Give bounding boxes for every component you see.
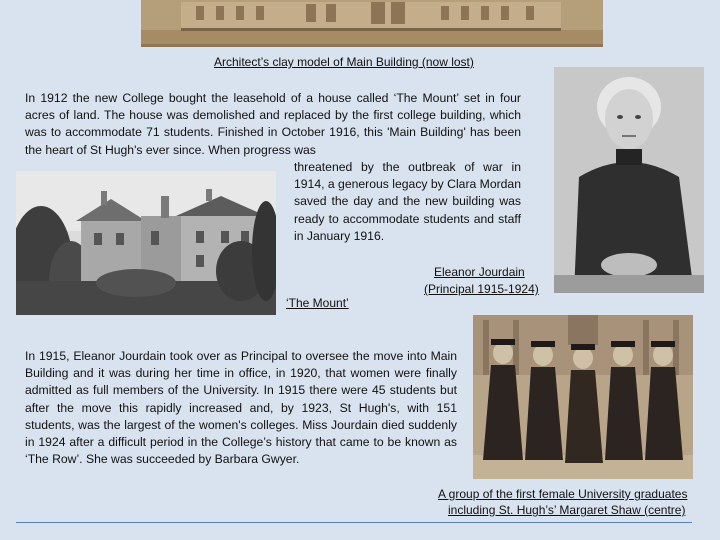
eleanor-jourdain-portrait: [554, 67, 704, 293]
bottom-divider: [16, 522, 692, 523]
intro-paragraph: In 1912 the new College bought the leasehold of a house called ‘The Mount’ set in four acres of land. The house was demolished and replaced by the first college building, which was to accommodate 71 students. Finished in October 1916, this 'Main Building' has been the heart of St Hugh's ever since. When progress was: [25, 91, 521, 157]
graduates-group-photo: [473, 315, 693, 479]
clay-model-caption: Architect’s clay model of Main Building (now lost): [214, 55, 474, 69]
the-mount-photo: [16, 171, 276, 315]
intro-paragraph-continued: threatened by the outbreak of war in 1914, a generous legacy by Clara Mordan saved the day and the new building was ready to accommodate students and staff in January 1916.: [294, 160, 521, 243]
the-mount-caption: ‘The Mount’: [286, 296, 349, 310]
clay-model-photo: [141, 0, 603, 47]
jourdain-paragraph: In 1915, Eleanor Jourdain took over as Principal to oversee the move into Main Building and it was during her time in office, in 1920, that women were finally admitted as full members of the University. In 1915 there were 45 students but after the move this rapidly increased and, by 1923, St Hugh's, with 151 students, was the largest of the women's colleges. Miss Jourdain died suddenly in 1924 after a difficult period in the College’s history that came to be known as ‘The Row’. She was succeeded by Barbara Gwyer.: [25, 349, 457, 467]
jourdain-caption-role: (Principal 1915-1924): [424, 282, 539, 296]
jourdain-caption-name: Eleanor Jourdain: [434, 265, 525, 279]
graduates-caption-line1: A group of the first female University graduates: [438, 487, 688, 501]
graduates-caption-line2: including St. Hugh’s’ Margaret Shaw (centre): [448, 503, 686, 517]
